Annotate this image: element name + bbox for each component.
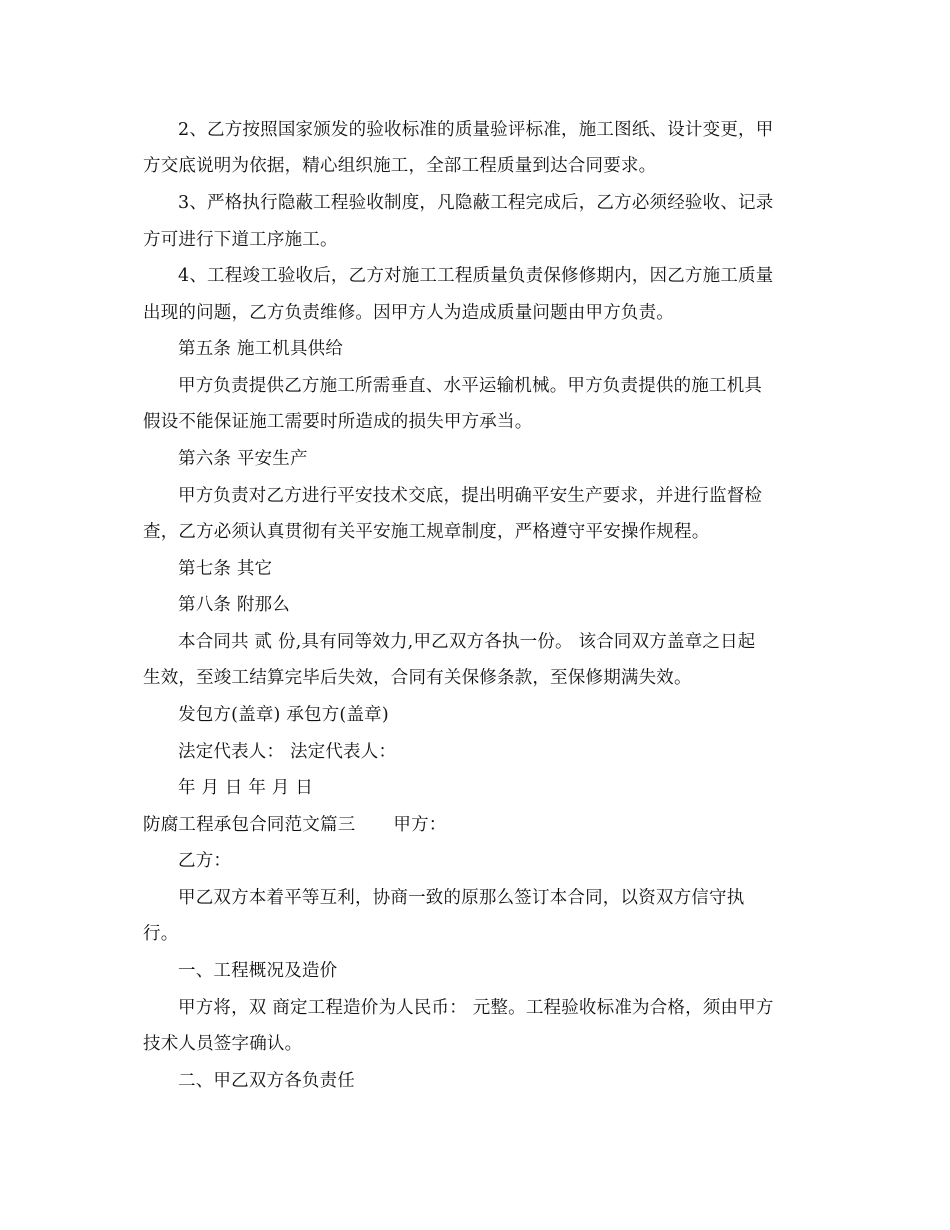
paragraph-line: 方可进行下道工序施工。	[143, 230, 338, 250]
section-heading: 一、工程概况及造价	[178, 961, 338, 981]
party-b-label: 乙方：	[178, 851, 232, 871]
date-line: 年 月 日 年 月 日	[178, 778, 314, 798]
section-heading: 第五条 施工机具供给	[178, 339, 344, 359]
paragraph-line: 技术人员签字确认。	[143, 1034, 303, 1054]
document-title: 防腐工程承包合同范文篇三	[143, 815, 356, 835]
section-heading: 第六条 平安生产	[178, 449, 308, 469]
paragraph-line: 出现的问题，乙方负责维修。因甲方人为造成质量问题由甲方负责。	[143, 303, 674, 323]
paragraph-line: 3、严格执行隐蔽工程验收制度，凡隐蔽工程完成后，乙方必须经验收、记录	[178, 193, 774, 213]
paragraph-line: 假设不能保证施工需要时所造成的损失甲方承当。	[143, 412, 533, 432]
section-heading: 第七条 其它	[178, 559, 273, 579]
paragraph-line: 甲方负责对乙方进行平安技术交底，提出明确平安生产要求，并进行监督检	[178, 486, 763, 506]
section-heading: 第八条 附那么	[178, 595, 290, 615]
signature-line: 法定代表人： 法定代表人：	[178, 742, 397, 762]
paragraph-line: 方交底说明为依据，精心组织施工，全部工程质量到达合同要求。	[143, 156, 657, 176]
paragraph-line: 行。	[143, 924, 179, 944]
paragraph-line: 查，乙方必须认真贯彻有关平安施工规章制度，严格遵守平安操作规程。	[143, 522, 710, 542]
section-heading: 二、甲乙双方各负责任	[178, 1071, 355, 1091]
paragraph-line: 本合同共 贰 份,具有同等效力,甲乙双方各执一份。 该合同双方盖章之日起	[178, 632, 756, 652]
paragraph-line: 甲方负责提供乙方施工所需垂直、水平运输机械。甲方负责提供的施工机具	[178, 376, 763, 396]
paragraph-line: 4、工程竣工验收后，乙方对施工工程质量负责保修修期内，因乙方施工质量	[178, 266, 774, 286]
paragraph-line: 生效，至竣工结算完毕后失效，合同有关保修条款，至保修期满失效。	[143, 668, 692, 688]
paragraph-line: 甲方将，双 商定工程造价为人民币： 元整。工程验收标准为合格，须由甲方	[178, 998, 774, 1018]
document-title-line	[143, 813, 447, 837]
paragraph-line: 甲乙双方本着平等互利，协商一致的原那么签订本合同，以资双方信守执	[178, 888, 745, 908]
paragraph-line: 2、乙方按照国家颁发的验收标准的质量验评标准，施工图纸、设计变更，甲	[178, 120, 774, 140]
signature-line: 发包方(盖章) 承包方(盖章)	[178, 705, 389, 725]
party-a-label: 甲方：	[393, 815, 447, 835]
